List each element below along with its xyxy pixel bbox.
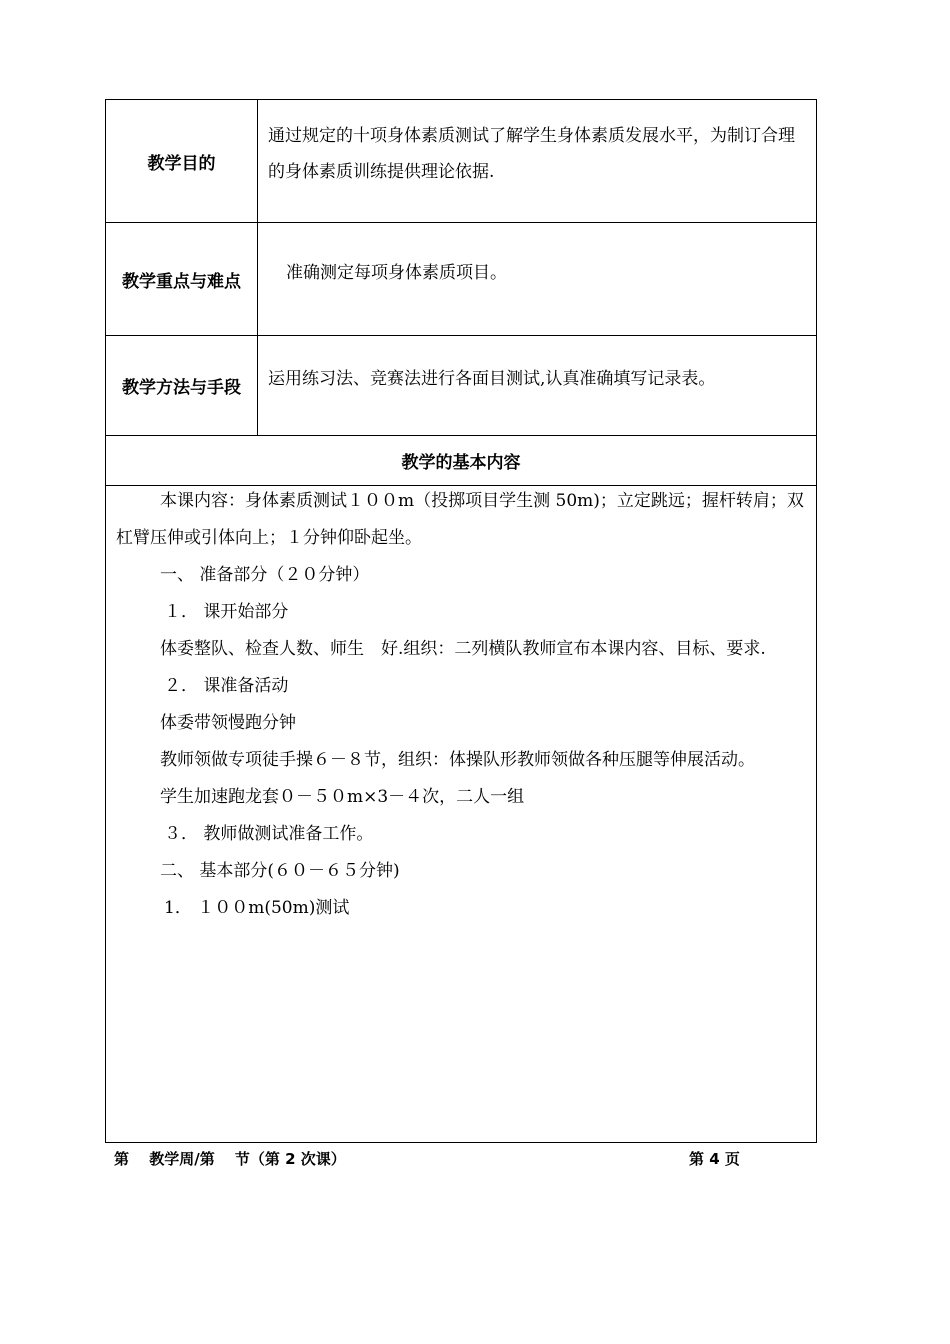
content-paragraph: 体委带领慢跑分钟 [160, 713, 296, 733]
row-value: 准确测定每项身体素质项目。 [286, 263, 507, 283]
content-subheading: ３． 教师做测试准备工作。 [164, 824, 374, 844]
content-subheading: ２． 课准备活动 [164, 676, 289, 696]
row-teaching-goal [106, 100, 816, 223]
row-value: 通过规定的十项身体素质测试了解学生身体素质发展水平，为制订合理的身体素质训练提供理论依据. [268, 126, 795, 182]
row-label: 教学重点与难点 [106, 223, 258, 335]
content-paragraph: 体委整队、检查人数、师生 好.组织：二列横队教师宣布本课内容、目标、要求. [160, 639, 766, 659]
content-heading: 一、 准备部分（２０分钟） [160, 565, 370, 585]
row-methods [106, 336, 816, 436]
lesson-plan-table [105, 99, 817, 1143]
content-paragraph: 学生加速跑龙套０－５０m×3－４次，二人一组 [160, 787, 525, 807]
row-label: 教学目的 [106, 100, 258, 222]
row-label: 教学方法与手段 [106, 336, 258, 435]
footer-week-info: 第 教学周/第 节（第 2 次课） [114, 1150, 346, 1168]
row-value: 运用练习法、竞赛法进行各面目测试,认真准确填写记录表。 [268, 369, 716, 389]
content-title-row [106, 436, 816, 486]
row-key-points [106, 223, 816, 336]
footer-page-number: 第 4 页 [689, 1150, 740, 1168]
content-title: 教学的基本内容 [401, 453, 521, 473]
content-subheading: １． 课开始部分 [164, 602, 289, 622]
content-body [106, 486, 816, 1142]
content-heading: 二、 基本部分(６０－６５分钟) [160, 861, 400, 881]
content-paragraph: 教师领做专项徒手操６－８节，组织：体操队形教师领做各种压腿等伸展活动。 [160, 750, 755, 770]
content-paragraph: 本课内容：身体素质测试１００m（投掷项目学生测 50m)；立定跳远；握杆转肩；双杠臂压伸或引体向上；１分钟仰卧起坐。 [116, 491, 804, 548]
content-subheading: 1． １００m(50m)测试 [164, 898, 350, 918]
